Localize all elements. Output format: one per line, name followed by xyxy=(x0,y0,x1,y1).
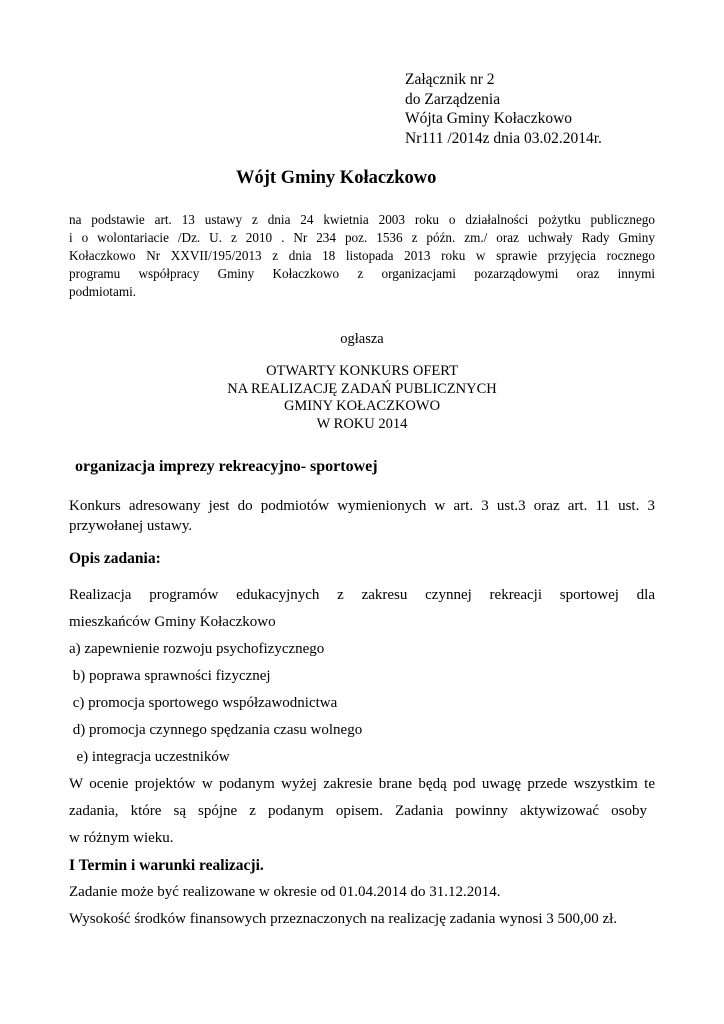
contest-heading-line: NA REALIZACJĘ ZADAŃ PUBLICZNYCH xyxy=(227,380,497,397)
section-1-line: Zadanie może być realizowane w okresie od 01.04.2014 do 31.12.2014. xyxy=(69,884,501,900)
annex-line-3: Wójta Gminy Kołaczkowo xyxy=(405,110,573,127)
contest-heading xyxy=(0,363,724,433)
document-title: Wójt Gminy Kołaczkowo xyxy=(236,168,437,188)
task-item-c: c) promocja sportowego współzawodnictwa xyxy=(69,695,338,711)
addressed-line: Konkurs adresowany jest do podmiotów wymienionych w art. 3 ust.3 oraz art. 11 ust. 3 xyxy=(69,498,655,514)
task-line: Realizacja programów edukacyjnych z zakresu czynnej rekreacji sportowej dla xyxy=(69,587,655,603)
annex-line-1: Załącznik nr 2 xyxy=(405,71,495,88)
evaluation-line: W ocenie projektów w podanym wyżej zakresie brane będą pod uwagę przede wszystkim te xyxy=(69,776,655,792)
legal-basis-line: i o wolontariacie /Dz. U. z 2010 . Nr 234 poz. 1536 z późn. zm./ oraz uchwały Rady Gminy xyxy=(69,230,655,245)
contest-heading-line: W ROKU 2014 xyxy=(316,415,408,432)
evaluation-line: zadania, które są spójne z podanym opisem. Zadania powinny aktywizować osoby xyxy=(69,803,647,819)
section-1-heading: I Termin i warunki realizacji. xyxy=(69,857,264,874)
legal-basis-line: na podstawie art. 13 ustawy z dnia 24 kwietnia 2003 roku o działalności pożytku publicznego xyxy=(69,212,655,227)
task-item-d: d) promocja czynnego spędzania czasu wolnego xyxy=(69,722,363,738)
annex-line-2: do Zarządzenia xyxy=(405,90,501,108)
evaluation-line: w różnym wieku. xyxy=(69,830,174,846)
legal-basis-line: podmiotami. xyxy=(69,284,137,299)
contest-heading-line: OTWARTY KONKURS OFERT xyxy=(266,363,458,379)
addressed-line: przywołanej ustawy. xyxy=(69,518,193,534)
section-1-line: Wysokość środków finansowych przeznaczonych na realizację zadania wynosi 3 500,00 zł. xyxy=(69,911,618,927)
task-item-b: b) poprawa sprawności fizycznej xyxy=(69,668,271,684)
legal-basis-line: programu współpracy Gminy Kołaczkowo z organizacjami pozarządowymi oraz innymi xyxy=(69,266,655,281)
annex-line-4: Nr111 /2014z dnia 03.02.2014r. xyxy=(405,129,602,147)
task-description-heading: Opis zadania: xyxy=(69,550,161,567)
legal-basis-line: Kołaczkowo Nr XXVII/195/2013 z dnia 18 listopada 2013 roku w sprawie przyjęcia rocznego xyxy=(69,248,655,263)
legal-basis-paragraph xyxy=(69,211,655,301)
task-item-a: a) zapewnienie rozwoju psychofizycznego xyxy=(69,641,325,657)
annex-header xyxy=(405,70,602,148)
task-line: mieszkańców Gminy Kołaczkowo xyxy=(69,614,276,630)
contest-subject: organizacja imprezy rekreacyjno- sportowej xyxy=(75,458,378,475)
task-item-e: e) integracja uczestników xyxy=(69,749,230,765)
contest-heading-line: GMINY KOŁACZKOWO xyxy=(283,398,441,414)
announces-word: ogłasza xyxy=(340,331,384,347)
addressed-paragraph xyxy=(69,496,655,536)
